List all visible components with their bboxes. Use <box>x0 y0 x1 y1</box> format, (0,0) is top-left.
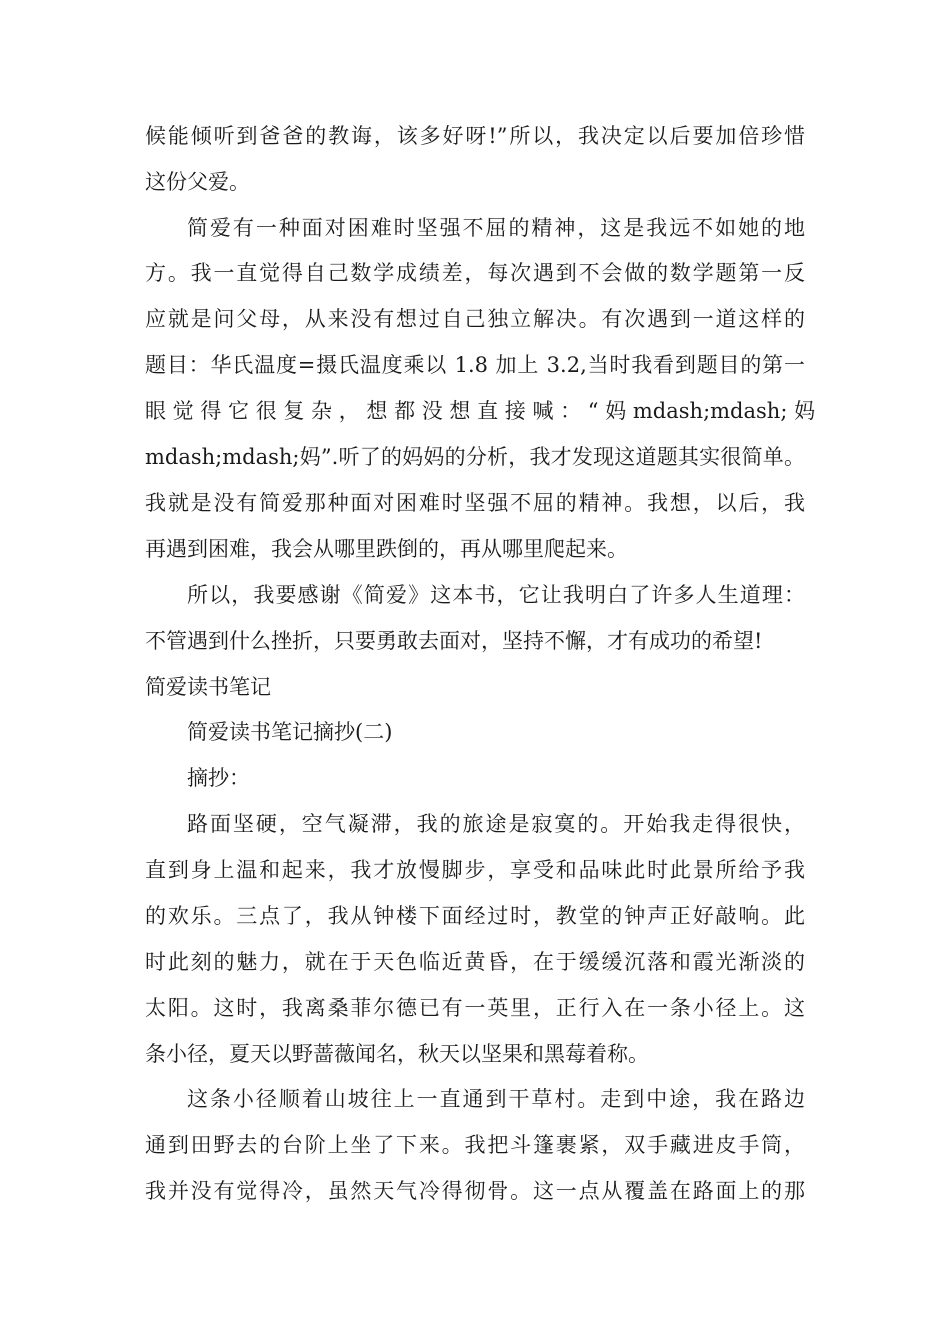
text-line: 题目：华氏温度=摄氏温度乘以 1.8 加上 3.2,当时我看到题目的第一 <box>145 353 805 377</box>
text-line: 简爱有一种面对困难时坚强不屈的精神，这是我远不如她的地 <box>187 216 805 240</box>
text-line: 的欢乐。三点了，我从钟楼下面经过时，教堂的钟声正好敲响。此 <box>145 904 805 928</box>
text-line: 我就是没有简爱那种面对困难时坚强不屈的精神。我想，以后，我 <box>145 491 805 515</box>
text-line: 直到身上温和起来，我才放慢脚步，享受和品味此时此景所给予我 <box>145 858 805 882</box>
text-line: 时此刻的魅力，就在于天色临近黄昏，在于缓缓沉落和霞光渐淡的 <box>145 950 805 974</box>
section-heading: 简爱读书笔记 <box>145 675 271 699</box>
text-line: 眼 觉 得 它 很 复 杂 ， 想 都 没 想 直 接 喊 ： “ 妈 mdash;mdash; 妈 <box>145 399 816 423</box>
text-line: 这份父爱。 <box>145 170 250 194</box>
text-line: 这条小径顺着山坡往上一直通到干草村。走到中途，我在路边 <box>187 1087 805 1111</box>
text-line: 我并没有觉得冷，虽然天气冷得彻骨。这一点从覆盖在路面上的那 <box>145 1179 805 1203</box>
text-line: mdash;mdash;妈”.听了的妈妈的分析，我才发现这道题其实很简单。 <box>145 445 805 469</box>
text-line: 方。我一直觉得自己数学成绩差，每次遇到不会做的数学题第一反 <box>145 261 805 285</box>
text-line: 应就是问父母，从来没有想过自己独立解决。有次遇到一道这样的 <box>145 307 805 331</box>
section-subheading: 简爱读书笔记摘抄(二) <box>187 720 393 744</box>
text-line: 条小径，夏天以野蔷薇闻名，秋天以坚果和黑莓着称。 <box>145 1042 649 1066</box>
text-line: 不管遇到什么挫折，只要勇敢去面对，坚持不懈，才有成功的希望! <box>145 629 763 653</box>
text-line: 所以，我要感谢《简爱》这本书，它让我明白了许多人生道理： <box>187 583 805 607</box>
excerpt-label: 摘抄： <box>187 766 250 790</box>
text-line: 太阳。这时，我离桑菲尔德已有一英里，正行入在一条小径上。这 <box>145 996 805 1020</box>
text-line: 路面坚硬，空气凝滞，我的旅途是寂寞的。开始我走得很快， <box>187 812 805 836</box>
text-line: 通到田野去的台阶上坐了下来。我把斗篷裹紧，双手藏进皮手筒， <box>145 1133 805 1157</box>
text-line: 候能倾听到爸爸的教诲，该多好呀!”所以，我决定以后要加倍珍惜 <box>145 124 805 148</box>
text-line: 再遇到困难，我会从哪里跌倒的，再从哪里爬起来。 <box>145 537 628 561</box>
